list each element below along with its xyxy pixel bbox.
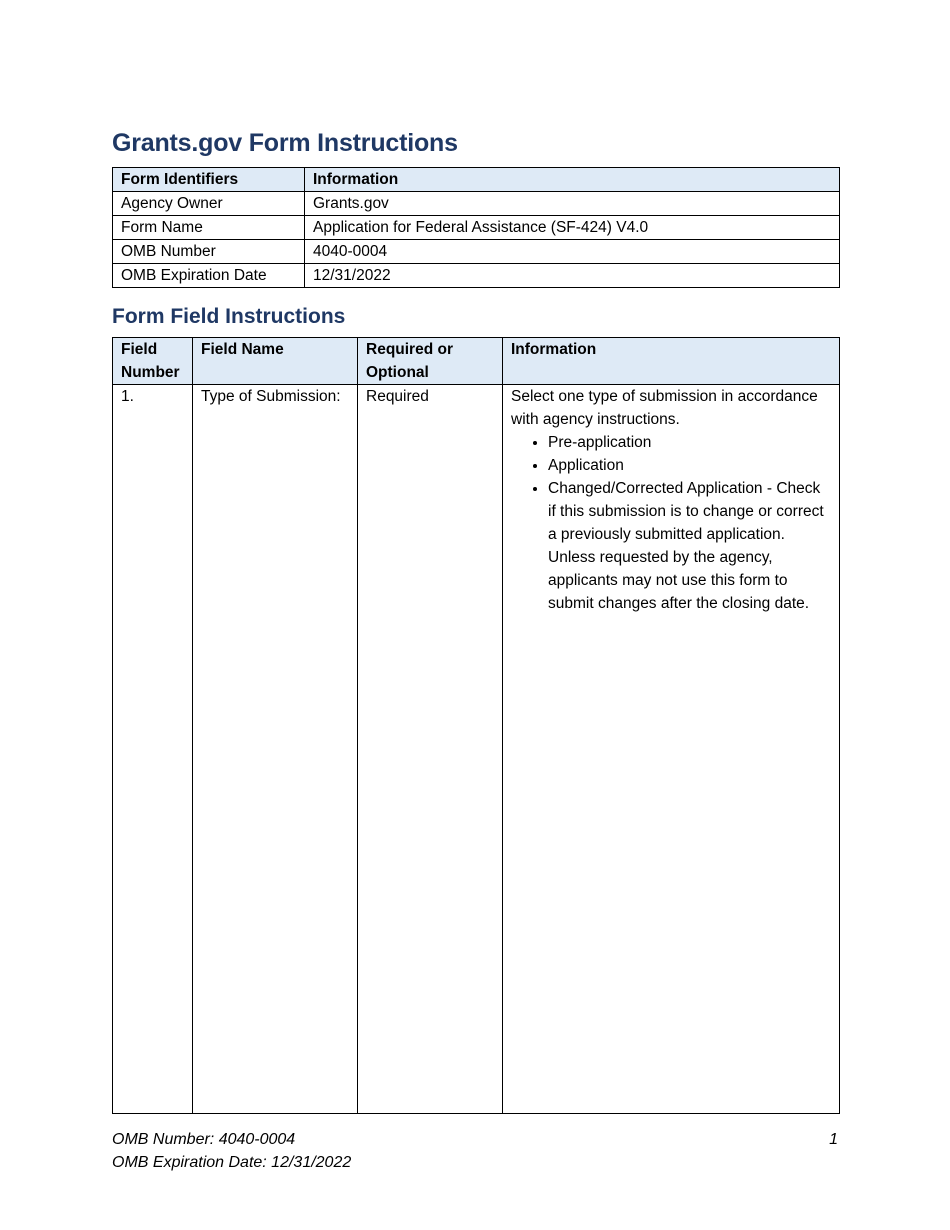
table-row [113,216,840,240]
list-item: • Pre-application [548,431,831,454]
page-title: Grants.gov Form Instructions [112,129,458,157]
field-number: 1. [113,385,193,1114]
column-header: Field Number [113,338,193,385]
identifier-value: 12/31/2022 [305,264,840,288]
column-header: Field Name [193,338,358,385]
identifier-label: Form Name [113,216,305,240]
footer-omb-expiration: OMB Expiration Date: 12/31/2022 [112,1154,352,1171]
section-title: Form Field Instructions [112,305,346,328]
table-row [113,192,840,216]
table-header-row [113,338,840,385]
identifier-label: OMB Expiration Date [113,264,305,288]
form-field-instructions-table [112,337,840,1114]
footer-omb-number: OMB Number: 4040-0004 [112,1131,296,1148]
table-row [113,264,840,288]
list-item: • Changed/Corrected Application - Check if this submission is to change or correct a previously submitted application. Unless requested by the agency, applicants may not use this form to submit changes after the closing date. [548,477,831,615]
field-name: Type of Submission: [193,385,358,1114]
page-number: 1 [829,1131,838,1148]
table-header-row [113,168,840,192]
field-information [503,385,840,1114]
field-required: Required [358,385,503,1114]
identifier-value: 4040-0004 [305,240,840,264]
table-row [113,385,840,1114]
column-header: Information [305,168,840,192]
identifier-label: Agency Owner [113,192,305,216]
table-row [113,240,840,264]
footer [112,1128,351,1174]
list-item: • Application [548,454,831,477]
identifier-value: Application for Federal Assistance (SF-424) V4.0 [305,216,840,240]
identifier-value: Grants.gov [305,192,840,216]
submission-options-list [511,431,831,615]
column-header: Information [503,338,840,385]
column-header: Required or Optional [358,338,503,385]
identifier-label: OMB Number [113,240,305,264]
column-header: Form Identifiers [113,168,305,192]
form-identifiers-table [112,167,840,288]
information-intro: Select one type of submission in accordance with agency instructions. [511,388,818,428]
